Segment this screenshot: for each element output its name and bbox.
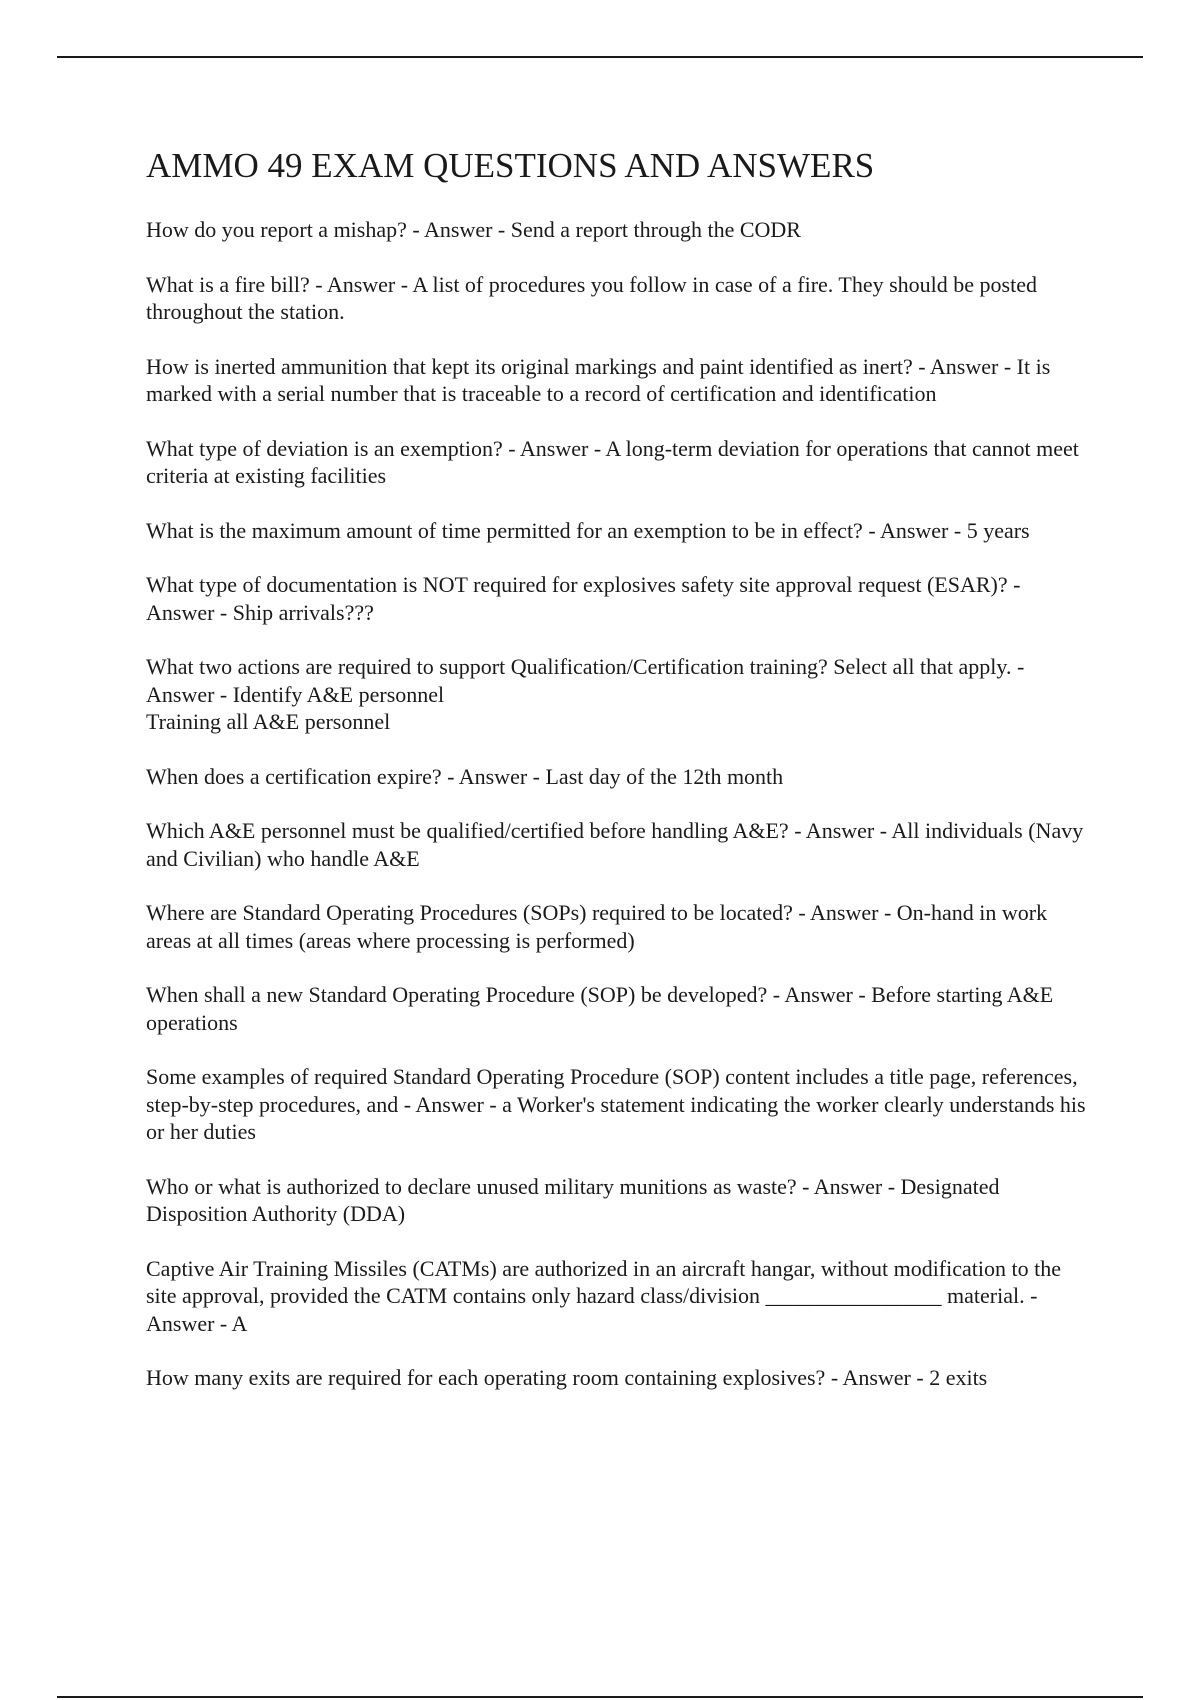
qa-item: Captive Air Training Missiles (CATMs) are authorized in an aircraft hangar, without modification to the site approval, provided the CATM contains only hazard class/division ________________ material. - Answer - A bbox=[146, 1255, 1061, 1336]
document-title: AMMO 49 EXAM QUESTIONS AND ANSWERS bbox=[146, 146, 875, 185]
qa-item: Who or what is authorized to declare unused military munitions as waste? - Answer - Designated Disposition Authority (DDA) bbox=[146, 1173, 1000, 1226]
bottom-divider bbox=[57, 1696, 1143, 1698]
qa-item: What type of deviation is an exemption? - Answer - A long-term deviation for operations that cannot meet criteria at existing facilities bbox=[146, 435, 1079, 488]
top-divider bbox=[57, 56, 1143, 58]
qa-item-extra-line: Training all A&E personnel bbox=[146, 709, 391, 734]
qa-item: How do you report a mishap? - Answer - Send a report through the CODR bbox=[146, 217, 801, 242]
qa-item: How many exits are required for each operating room containing explosives? - Answer - 2 exits bbox=[146, 1365, 988, 1390]
qa-item: Where are Standard Operating Procedures (SOPs) required to be located? - Answer - On-hand in work areas at all times (areas where processing is performed) bbox=[146, 900, 1048, 953]
qa-item: What two actions are required to support Qualification/Certification training? Select all that apply. - Answer - Identify A&E personnel Training all A&E personnel bbox=[146, 653, 1091, 736]
qa-item: Some examples of required Standard Operating Procedure (SOP) content includes a title page, references, step-by-step procedures, and - Answer - a Worker's statement indicating the worker clearly understands his or her duties bbox=[146, 1064, 1086, 1144]
qa-item: What type of documentation is NOT required for explosives safety site approval request (ESAR)? - Answer - Ship arrivals??? bbox=[146, 572, 1021, 625]
qa-item: Which A&E personnel must be qualified/certified before handling A&E? - Answer - All individuals (Navy and Civilian) who handle A&E bbox=[146, 818, 1084, 871]
qa-item: What is the maximum amount of time permitted for an exemption to be in effect? - Answer - 5 years bbox=[146, 517, 1030, 543]
qa-item: How is inerted ammunition that kept its original markings and paint identified as inert? - Answer - It is marked with a serial number that is traceable to a record of certification and identification bbox=[146, 353, 1051, 406]
qa-item: When shall a new Standard Operating Procedure (SOP) be developed? - Answer - Before starting A&E operations bbox=[146, 982, 1054, 1035]
document-body bbox=[146, 144, 1091, 1419]
qa-item: When does a certification expire? - Answer - Last day of the 12th month bbox=[146, 763, 784, 789]
qa-item: What is a fire bill? - Answer - A list of procedures you follow in case of a fire. They should be posted throughout the station. bbox=[146, 271, 1037, 324]
